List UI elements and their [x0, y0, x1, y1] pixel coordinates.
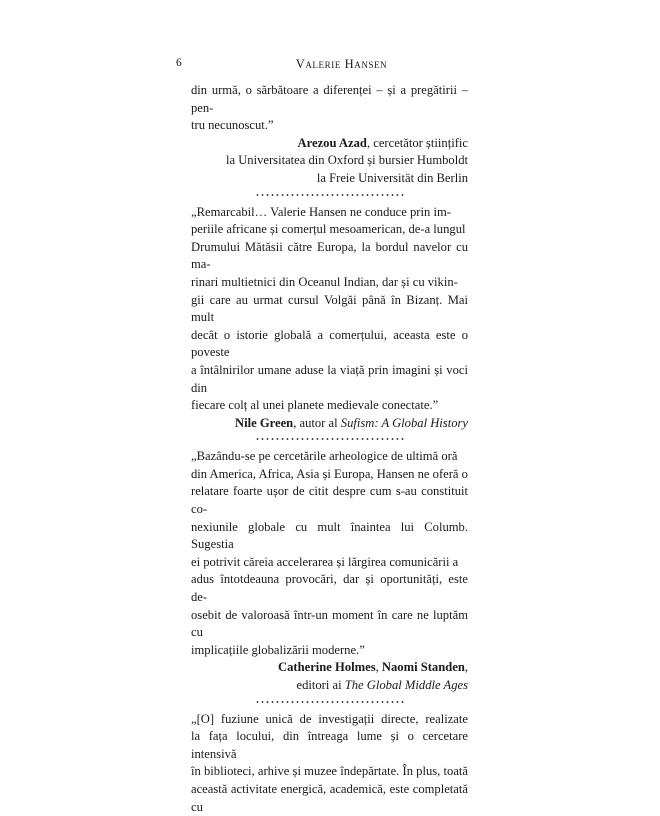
- dotted-separator: [255, 194, 405, 196]
- attribution-work-title: The Global Middle Ages: [344, 678, 468, 692]
- quote-line: decât o istorie globală a comerțului, aceasta este o poveste: [191, 327, 468, 360]
- attribution-line: [191, 415, 468, 433]
- page-body: [191, 82, 468, 816]
- quote-line: periile africane și comerțul mesoamerican, de-a lungul: [191, 222, 466, 237]
- attribution-name: Catherine Holmes: [278, 660, 376, 675]
- quote-line: „Remarcabil… Valerie Hansen ne conduce prin im-: [191, 204, 451, 219]
- quote-line: din urmă, o sărbătoare a diferenței – și a pregătirii – pen-: [191, 83, 468, 115]
- attribution-name: Arezou Azad: [297, 135, 367, 150]
- quote-line: implicațiile globalizării moderne.”: [191, 642, 365, 657]
- quote-line: nexiunile globale cu mult înaintea lui Columb. Sugestia: [191, 519, 468, 552]
- quote-block: [191, 204, 468, 433]
- quote-line: „[O] fuziune unică de investigații directe, realizate: [191, 711, 468, 726]
- quote-line: din America, Africa, Asia și Europa, Hansen ne oferă o: [191, 466, 468, 481]
- quote-line: Drumului Mătăsii către Europa, la bordul navelor cu ma-: [191, 239, 468, 272]
- attribution-line: [191, 135, 468, 153]
- attribution-work-title: Sufism: A Global History: [340, 415, 468, 430]
- quote-line: această activitate energică, academică, este completată cu: [191, 781, 468, 814]
- quote-line: „Bazându-se pe cercetările arheologice de ultimă oră: [191, 449, 458, 464]
- quote-line: tru necunoscut.”: [191, 118, 274, 133]
- quote-line: ei potrivit căreia accelerarea și lărgirea comunicării a: [191, 554, 459, 569]
- running-title: Valerie Hansen: [295, 57, 388, 71]
- attribution-name: Nile Green: [235, 415, 294, 430]
- quote-line: relatare foarte ușor de citit despre cum s-au constituit co-: [191, 484, 468, 517]
- quote-block: [191, 448, 468, 694]
- quote-line: fiecare colț al unei planete medievale conectate.”: [191, 398, 439, 413]
- quote-line: gii care au urmat cursul Volgăi până în Bizanț. Mai mult: [191, 292, 468, 325]
- quote-line: în biblioteci, arhive și muzee îndepărtate. În plus, toată: [191, 764, 468, 779]
- attribution-text: ,: [464, 660, 468, 675]
- attribution-line: la Universitatea din Oxford și bursier Humboldt: [225, 153, 468, 168]
- attribution-text: ,: [375, 660, 382, 675]
- attribution-line: [191, 677, 468, 695]
- page-number: 6: [176, 57, 182, 69]
- attribution-name: Naomi Standen: [381, 660, 465, 675]
- quote-line: osebit de valoroasă într-un moment în care ne luptăm cu: [191, 607, 468, 640]
- quote-line: a întâlnirilor umane aduse la viață prin imagini și voci din: [191, 362, 468, 395]
- dotted-separator: [255, 438, 405, 440]
- quote-line: adus întotdeauna provocări, dar și oportunități, este de-: [191, 572, 468, 605]
- attribution-text: , cercetător științific: [366, 135, 468, 150]
- quote-block: [191, 82, 468, 188]
- attribution-line: la Freie Universität din Berlin: [316, 170, 468, 185]
- quote-line: la fața locului, din întreaga lume și o cercetare intensivă: [191, 729, 468, 761]
- attribution-text: , autor al: [293, 415, 341, 430]
- attribution-line: [191, 659, 468, 677]
- quote-line: rinari multietnici din Oceanul Indian, dar și cu vikin-: [191, 274, 458, 289]
- quote-block: [191, 711, 468, 816]
- attribution-text: editori ai: [296, 678, 345, 692]
- dotted-separator: [255, 701, 405, 703]
